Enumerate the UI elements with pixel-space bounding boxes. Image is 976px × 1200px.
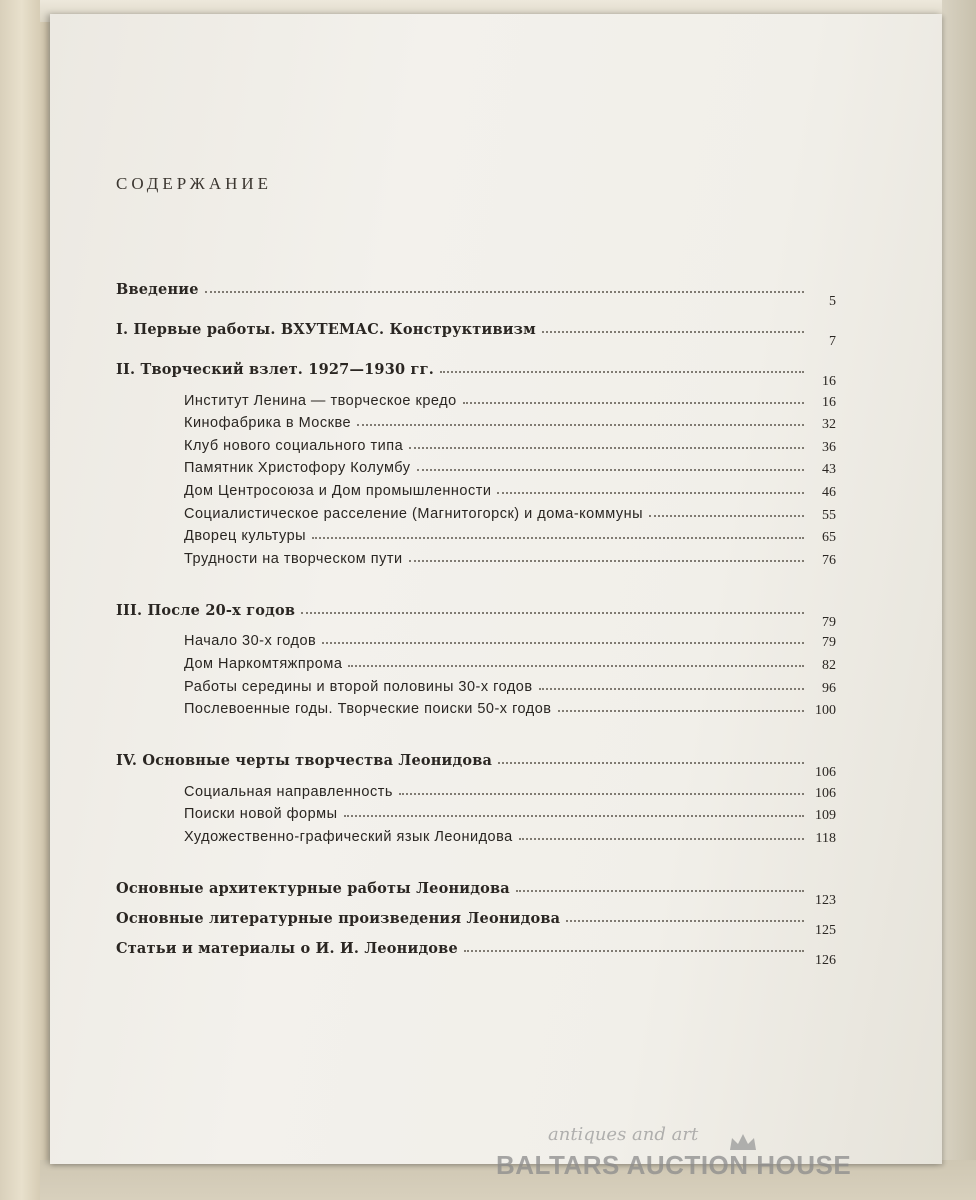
toc-page-number: 65	[822, 530, 836, 546]
toc-leader	[312, 537, 804, 539]
toc-subentry	[116, 800, 836, 823]
book-cover-right-edge	[942, 0, 976, 1200]
toc-subentry	[116, 777, 836, 800]
toc-leader	[344, 815, 804, 817]
toc-page-number: 32	[822, 417, 836, 433]
toc-page-number: 106	[815, 765, 836, 781]
toc-leader	[409, 560, 804, 562]
toc-page-number: 79	[822, 635, 836, 651]
toc-page-number: 55	[822, 507, 836, 523]
toc-entry	[116, 316, 836, 349]
toc-subentry	[116, 476, 836, 499]
toc-entry-label: Социальная направленность	[184, 783, 393, 800]
toc-leader	[542, 331, 804, 333]
toc-entry-label: Трудности на творческом пути	[184, 550, 403, 567]
toc-entry	[116, 747, 836, 781]
toc-entry	[116, 935, 836, 968]
toc-leader	[516, 890, 804, 892]
toc-leader	[497, 492, 804, 494]
toc-entry-label: III. После 20-х годов	[116, 601, 296, 619]
toc-page-number: 106	[815, 785, 836, 801]
toc-leader	[498, 762, 804, 764]
toc-leader	[440, 371, 804, 373]
toc-entry-label: Художественно-графический язык Леонидова	[184, 828, 513, 845]
toc-entry-label: IV. Основные черты творчества Леонидова	[116, 752, 493, 770]
toc-entry-label: Послевоенные годы. Творческие поиски 50-х годов	[184, 701, 552, 718]
toc-entry-label: II. Творческий взлет. 1927—1930 гг.	[116, 361, 434, 378]
toc-leader	[399, 793, 804, 795]
toc-leader	[519, 838, 804, 840]
toc-subentry	[116, 544, 836, 567]
crown-icon	[728, 1132, 758, 1152]
toc-leader	[322, 642, 804, 644]
toc-page-number: 125	[815, 922, 836, 938]
toc-entry-label: Работы середины и второй половины 30-х годов	[184, 678, 533, 695]
toc-entry	[116, 905, 836, 938]
toc-page-number: 7	[829, 334, 836, 349]
toc-subentry	[116, 386, 836, 409]
book-page	[50, 14, 942, 1164]
toc-page-number: 16	[822, 374, 836, 389]
toc-page-number: 5	[829, 294, 836, 309]
toc-page-number: 123	[815, 892, 836, 908]
toc-page-number: 46	[822, 484, 836, 500]
toc-entry-label: Начало 30-х годов	[184, 633, 317, 650]
toc-leader	[348, 665, 804, 667]
toc-entry	[116, 276, 836, 309]
toc-page-number: 96	[822, 680, 836, 696]
toc-subentry	[116, 672, 836, 695]
toc-entry-label: Основные архитектурные работы Леонидова	[116, 879, 510, 897]
toc-entry-label: I. Первые работы. ВХУТЕМАС. Конструктивизм	[116, 321, 536, 338]
toc-page-number: 43	[822, 462, 836, 478]
toc-page-number: 126	[815, 952, 836, 968]
toc-page-number: 100	[815, 703, 836, 719]
toc-entry-label: Статьи и материалы о И. И. Леонидове	[116, 939, 458, 957]
watermark-subtitle: antiques and art	[548, 1124, 699, 1145]
toc-subentry	[116, 454, 836, 477]
toc-entry-label: Введение	[116, 281, 199, 298]
toc-entry-label: Дом Центросоюза и Дом промышленности	[184, 482, 492, 499]
toc-subentry	[116, 627, 836, 650]
toc-page-number: 36	[822, 439, 836, 455]
toc-leader	[417, 469, 804, 471]
toc-page-number: 76	[822, 552, 836, 568]
table-of-contents	[116, 276, 836, 968]
toc-entry-label: Дворец культуры	[184, 528, 307, 545]
toc-subentry	[116, 499, 836, 522]
toc-leader	[464, 950, 804, 952]
page-title: СОДЕРЖАНИЕ	[116, 174, 273, 193]
toc-subentry	[116, 522, 836, 545]
toc-entry-label: Институт Ленина — творческое кредо	[184, 392, 457, 409]
toc-entry-label: Клуб нового социального типа	[184, 437, 404, 454]
toc-page-number: 79	[822, 614, 836, 630]
toc-entry-label: Памятник Христофору Колумбу	[184, 460, 411, 477]
toc-entry-label: Социалистическое расселение (Магнитогорск) и дома-коммуны	[184, 505, 644, 522]
toc-leader	[558, 710, 804, 712]
watermark-title: BALTARS AUCTION HOUSE	[496, 1150, 852, 1180]
toc-page-number: 118	[815, 830, 836, 846]
toc-leader	[539, 688, 804, 690]
toc-entry	[116, 875, 836, 908]
toc-page-number: 82	[822, 657, 836, 673]
toc-entry	[116, 356, 836, 389]
toc-entry-label: Основные литературные произведения Леонидова	[116, 909, 561, 927]
toc-leader	[566, 920, 804, 922]
watermark	[496, 1124, 896, 1184]
toc-entry-label: Дом Наркомтяжпрома	[184, 655, 343, 672]
toc-leader	[205, 291, 804, 293]
toc-leader	[649, 515, 804, 517]
toc-page-number: 109	[815, 808, 836, 824]
toc-subentry	[116, 649, 836, 672]
toc-leader	[357, 424, 804, 426]
toc-entry-label: Кинофабрика в Москве	[184, 415, 352, 432]
toc-subentry	[116, 695, 836, 718]
toc-subentry	[116, 822, 836, 845]
toc-entry-label: Поиски новой формы	[184, 806, 338, 823]
toc-leader	[409, 447, 804, 449]
toc-leader	[463, 402, 804, 404]
book-cover-left-edge	[0, 0, 48, 1200]
toc-page-number: 16	[822, 394, 836, 410]
toc-subentry	[116, 409, 836, 432]
toc-entry	[116, 597, 836, 630]
toc-leader	[301, 612, 804, 614]
toc-subentry	[116, 431, 836, 454]
